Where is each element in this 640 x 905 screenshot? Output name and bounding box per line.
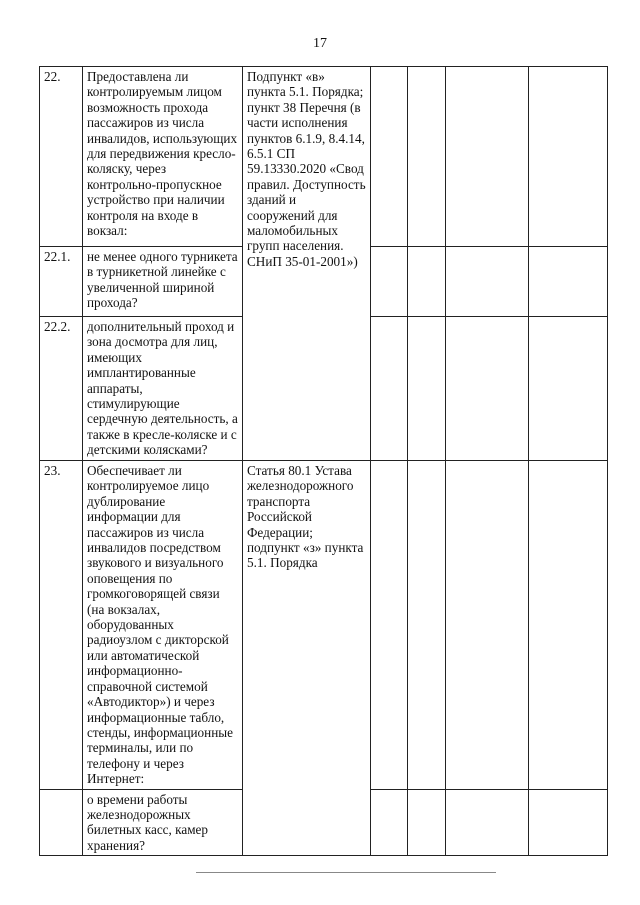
answer-cell <box>529 317 608 461</box>
row-number <box>40 789 83 856</box>
answer-cell <box>446 461 529 790</box>
answer-cell <box>446 789 529 856</box>
table-row <box>40 461 608 790</box>
answer-cell <box>529 247 608 317</box>
answer-cell <box>529 461 608 790</box>
answer-cell <box>408 317 446 461</box>
answer-cell <box>446 67 529 247</box>
page-number: 17 <box>313 36 327 51</box>
question-text: дополнительный проход и зона досмотра для лиц, имеющих имплантированные аппараты, стимулирующие сердечную деятельность, а также в кресле-коляске и с детскими колясками? <box>83 317 243 461</box>
answer-cell <box>408 67 446 247</box>
answer-cell <box>446 247 529 317</box>
legal-reference: Статья 80.1 Устава железнодорожного транспорта Российской Федерации; подпункт «з» пункта 5.1. Порядка <box>243 461 371 856</box>
row-number: 23. <box>40 461 83 790</box>
question-text: не менее одного турникета в турникетной линейке с увеличенной шириной прохода? <box>83 247 243 317</box>
page-bottom-rule <box>196 872 496 873</box>
question-text: Предоставлена ли контролируемым лицом возможность прохода пассажиров из числа инвалидов, использующих для передвижения кресло-коляску, через контрольно-пропускное устройство при наличии контроля на входе в вокзал: <box>83 67 243 247</box>
answer-cell <box>529 67 608 247</box>
row-number: 22. <box>40 67 83 247</box>
checklist-table <box>39 66 608 856</box>
answer-cell <box>408 247 446 317</box>
legal-reference: Подпункт «в» пункта 5.1. Порядка; пункт 38 Перечня (в части исполнения пунктов 6.1.9, 8.4.14, 6.5.1 СП 59.13330.2020 «Свод правил. Доступность зданий и сооружений для маломобильных групп населения. СНиП 35-01-2001») <box>243 67 371 461</box>
question-text: о времени работы железнодорожных билетных касс, камер хранения? <box>83 789 243 856</box>
question-text: Обеспечивает ли контролируемое лицо дублирование информации для пассажиров из числа инвалидов посредством звукового и визуального оповещения по громкоговорящей связи (на вокзалах, оборудованных радиоузлом с дикторской или автоматической информационно-справочной системой «Автодиктор») и через информационные табло, стенды, информационные терминалы, или по телефону и через Интернет: <box>83 461 243 790</box>
row-number: 22.2. <box>40 317 83 461</box>
row-number: 22.1. <box>40 247 83 317</box>
answer-cell <box>408 789 446 856</box>
answer-cell <box>446 317 529 461</box>
answer-cell <box>529 789 608 856</box>
answer-cell <box>371 67 408 247</box>
answer-cell <box>371 789 408 856</box>
answer-cell <box>371 461 408 790</box>
answer-cell <box>371 317 408 461</box>
answer-cell <box>371 247 408 317</box>
answer-cell <box>408 461 446 790</box>
table-row <box>40 67 608 247</box>
